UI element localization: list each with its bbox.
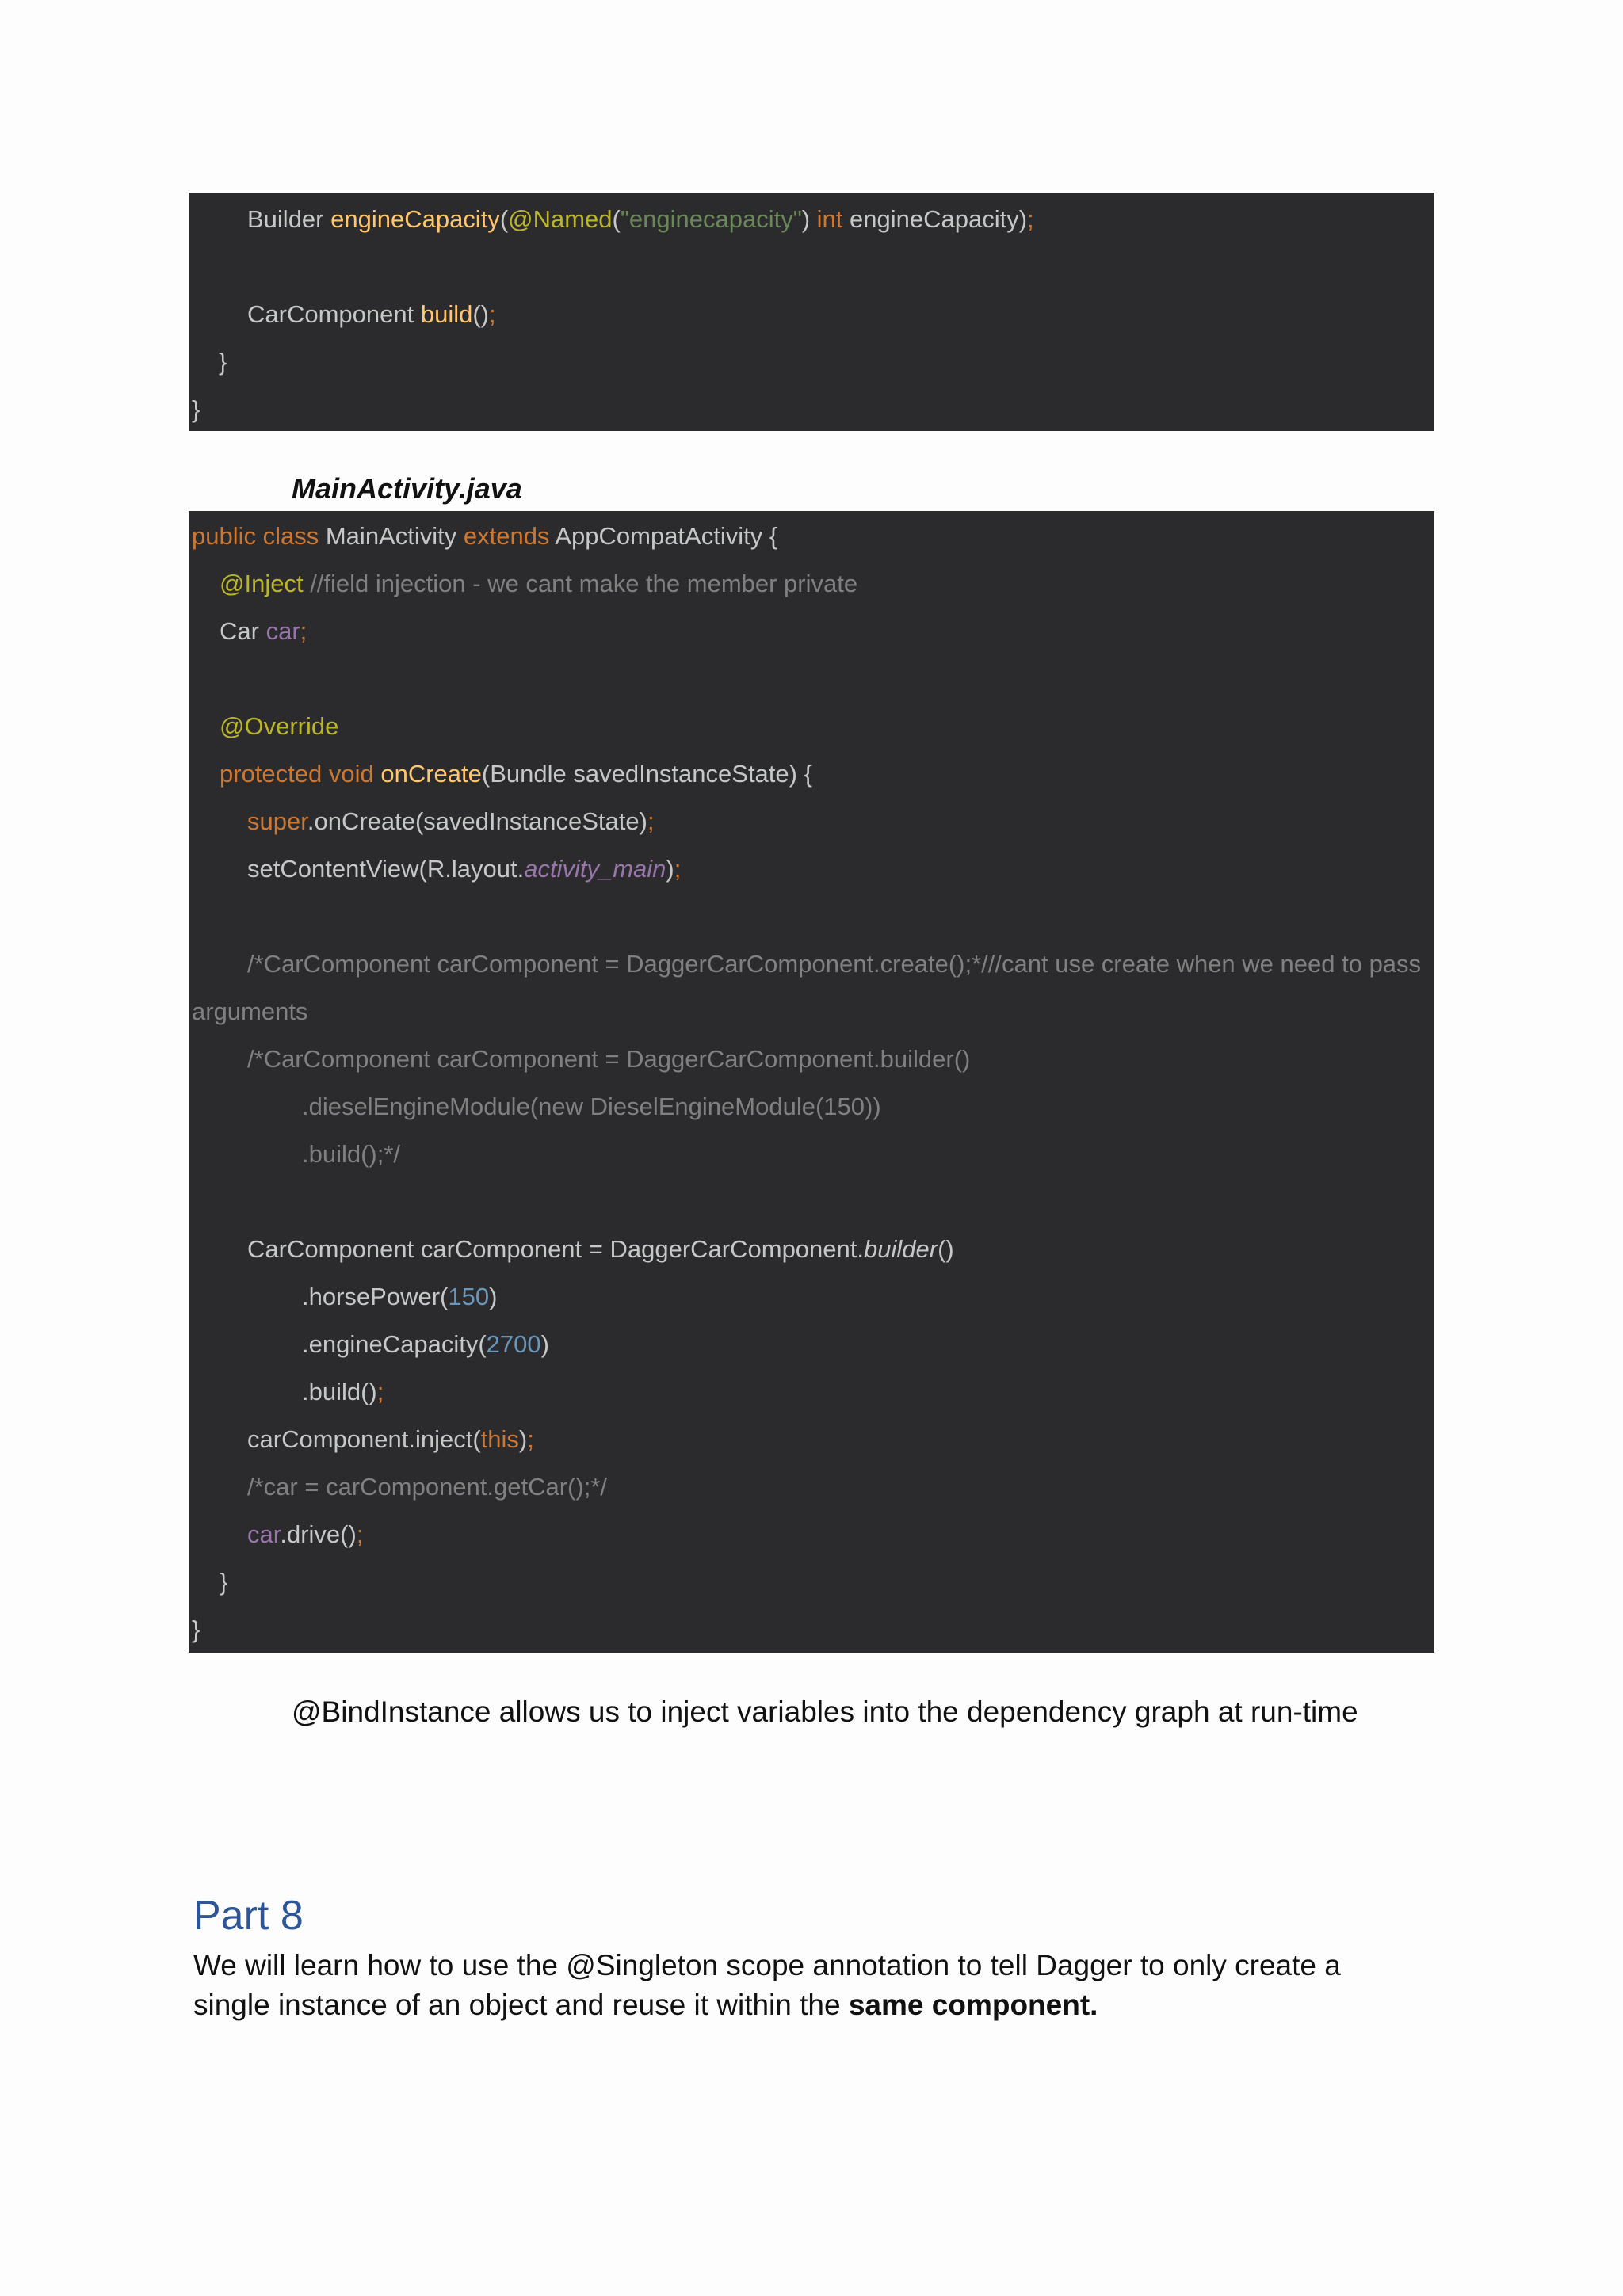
code-line xyxy=(247,1471,607,1503)
code-token: car xyxy=(265,617,300,645)
code-token: CarComponent xyxy=(247,300,421,328)
code-token: "enginecapacity" xyxy=(620,205,802,233)
code-token: .build();*/ xyxy=(302,1140,401,1168)
code-token: engineCapacity) xyxy=(842,205,1028,233)
file-label: MainActivity.java xyxy=(292,472,522,505)
code-token: activity_main xyxy=(524,855,666,883)
code-line xyxy=(247,1043,970,1075)
code-token: carComponent.inject( xyxy=(247,1425,481,1453)
code-line xyxy=(192,996,307,1028)
code-token: builder xyxy=(864,1235,938,1263)
code-token: () xyxy=(938,1235,954,1263)
code-line: } xyxy=(192,395,200,423)
code-token: ( xyxy=(499,205,509,233)
code-token: ; xyxy=(356,1520,364,1548)
code-token: AppCompatActivity { xyxy=(549,522,778,550)
code-line xyxy=(302,1138,400,1170)
code-token: MainActivity xyxy=(319,522,464,550)
code-token: protected void xyxy=(220,760,381,788)
code-token: arguments xyxy=(192,997,308,1025)
code-block-main-activity xyxy=(189,511,1434,1653)
code-token: 2700 xyxy=(486,1330,541,1358)
code-token: ) xyxy=(801,205,817,233)
code-token: () xyxy=(472,300,489,328)
code-token: this xyxy=(480,1425,519,1453)
code-line xyxy=(247,853,681,885)
code-line xyxy=(247,1234,954,1265)
code-line xyxy=(302,1091,881,1123)
code-line xyxy=(247,1519,363,1550)
code-token: Builder xyxy=(247,205,331,233)
code-token: //field injection - we cant make the member private xyxy=(303,570,858,597)
code-line xyxy=(220,758,812,790)
code-token: ) xyxy=(666,855,674,883)
code-token: extends xyxy=(463,522,550,550)
description-text: single instance of an object and reuse it within the xyxy=(193,1989,849,2021)
code-token: onCreate xyxy=(380,760,482,788)
code-token: /*CarComponent carComponent = DaggerCarComponent.builder() xyxy=(247,1045,971,1073)
code-token: @Override xyxy=(220,712,339,740)
code-token: 150 xyxy=(448,1283,490,1310)
code-line xyxy=(220,711,338,742)
code-token: .drive() xyxy=(280,1520,357,1548)
code-token: ; xyxy=(1027,205,1034,233)
code-token: .build() xyxy=(302,1378,377,1405)
code-line xyxy=(247,204,1034,235)
code-token: public class xyxy=(192,522,319,550)
code-token: .dieselEngineModule(new DieselEngineModule(150)) xyxy=(302,1093,881,1120)
code-token: @Named xyxy=(508,205,613,233)
code-line xyxy=(220,616,307,647)
code-token: ) xyxy=(518,1425,528,1453)
code-token: ) xyxy=(540,1330,549,1358)
code-line: } xyxy=(219,348,227,376)
code-line xyxy=(247,1424,534,1455)
code-line xyxy=(220,568,857,600)
code-line xyxy=(302,1281,497,1313)
code-line xyxy=(247,299,496,330)
code-line xyxy=(302,1376,384,1408)
code-token: .engineCapacity( xyxy=(302,1330,487,1358)
bind-instance-note: @BindInstance allows us to inject variables into the dependency graph at run-time xyxy=(292,1695,1358,1728)
code-token: /*car = carComponent.getCar();*/ xyxy=(247,1473,607,1501)
code-token: .horsePower( xyxy=(302,1283,449,1310)
code-token: (Bundle savedInstanceState) { xyxy=(481,760,812,788)
code-token: engineCapacity xyxy=(330,205,500,233)
code-token: int xyxy=(816,205,843,233)
code-token: .onCreate(savedInstanceState) xyxy=(307,807,647,835)
code-token: /*CarComponent carComponent = DaggerCarComponent.create();*///cant use create when we need to pass xyxy=(247,950,1422,978)
code-token: setContentView(R.layout. xyxy=(247,855,525,883)
code-token: Car xyxy=(220,617,266,645)
code-token: car xyxy=(247,1520,281,1548)
section-description-line-1: We will learn how to use the @Singleton scope annotation to tell Dagger to only create a xyxy=(193,1949,1341,1981)
code-line: } xyxy=(220,1568,228,1596)
code-line xyxy=(192,521,777,552)
code-token: @Inject xyxy=(220,570,304,597)
code-line xyxy=(302,1329,549,1360)
code-token: ; xyxy=(674,855,682,883)
code-token: ; xyxy=(647,807,655,835)
code-token: build xyxy=(420,300,473,328)
code-token: CarComponent carComponent = DaggerCarComponent. xyxy=(247,1235,864,1263)
code-token: ; xyxy=(489,300,496,328)
code-token: ; xyxy=(376,1378,384,1405)
code-line: } xyxy=(192,1615,200,1643)
code-line xyxy=(247,948,1421,980)
description-bold-text: same component. xyxy=(848,1989,1098,2021)
section-heading: Part 8 xyxy=(193,1893,304,1939)
code-token: ) xyxy=(489,1283,498,1310)
code-line xyxy=(247,806,655,837)
code-token: ; xyxy=(527,1425,534,1453)
code-block-builder-tail xyxy=(189,193,1434,431)
code-token: super xyxy=(247,807,307,835)
code-token: ( xyxy=(612,205,621,233)
section-description-line-2 xyxy=(193,1989,1098,2022)
code-token: ; xyxy=(300,617,307,645)
